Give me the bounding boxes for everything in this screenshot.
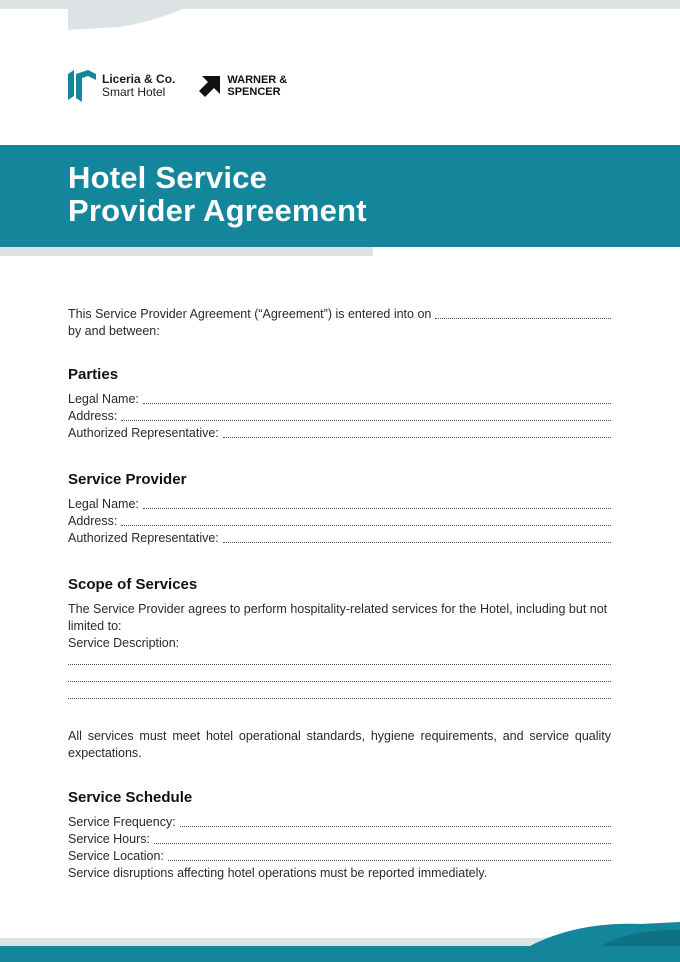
- service-location-field: [68, 848, 611, 865]
- logo-row: [68, 70, 287, 102]
- field-label: Service Location:: [68, 849, 164, 863]
- blank-line: [223, 436, 611, 438]
- field-label: Authorized Representative:: [68, 426, 219, 440]
- blank-line: [223, 541, 611, 543]
- service-description-label: Service Description:: [68, 636, 180, 650]
- title-line-2: Provider Agreement: [68, 193, 367, 228]
- field-label: Service Frequency:: [68, 815, 176, 829]
- provider-address-field: [68, 513, 611, 530]
- blank-line: [121, 524, 611, 526]
- field-label: Service Hours:: [68, 832, 150, 846]
- liceria-name: Liceria & Co.: [102, 72, 176, 86]
- warner-spencer-logo: [199, 74, 287, 98]
- spencer-line: SPENCER: [227, 86, 281, 98]
- intro-text: This Service Provider Agreement (“Agreement”) is entered into on: [68, 307, 432, 321]
- date-blank: [435, 317, 611, 319]
- field-label: Address:: [68, 514, 118, 528]
- blank-line: [154, 842, 611, 844]
- arrow-up-right-icon: [199, 76, 220, 97]
- standards-text: All services must meet hotel operational standards, hygiene requirements, and service quality expectations.: [68, 729, 611, 760]
- provider-legal-name-field: [68, 496, 611, 513]
- service-provider-section: [68, 470, 611, 547]
- schedule-section: [68, 788, 611, 882]
- field-label: Address:: [68, 409, 118, 423]
- description-blank-line: [68, 686, 611, 703]
- parties-section: [68, 365, 611, 442]
- scope-section: [68, 575, 611, 762]
- top-decorative-band: [0, 0, 680, 30]
- intro-text-2: by and between:: [68, 324, 160, 338]
- blank-line: [143, 507, 611, 509]
- parties-address-field: [68, 408, 611, 425]
- liceria-logo-icon: [68, 70, 96, 102]
- warner-line: WARNER &: [227, 74, 288, 86]
- field-label: Legal Name:: [68, 497, 139, 511]
- banner-underline: [0, 247, 373, 256]
- schedule-heading: Service Schedule: [68, 789, 193, 806]
- service-frequency-field: [68, 814, 611, 831]
- description-blank-line: [68, 669, 611, 686]
- blank-line: [143, 402, 611, 404]
- liceria-subtitle: Smart Hotel: [102, 85, 166, 99]
- field-label: Authorized Representative:: [68, 531, 219, 545]
- parties-representative-field: [68, 425, 611, 442]
- provider-representative-field: [68, 530, 611, 547]
- blank-line: [168, 859, 611, 861]
- intro-line: [68, 306, 611, 323]
- scope-heading: Scope of Services: [68, 576, 198, 593]
- field-label: Legal Name:: [68, 392, 139, 406]
- blank-line: [121, 419, 611, 421]
- parties-legal-name-field: [68, 391, 611, 408]
- agreement-body: [68, 306, 611, 882]
- parties-heading: Parties: [68, 366, 119, 383]
- description-blank-line: [68, 652, 611, 669]
- bottom-decorative-band: [0, 922, 680, 962]
- page-title: [68, 161, 367, 227]
- scope-text: The Service Provider agrees to perform hospitality-related services for the Hotel, including but not limited to:: [68, 602, 608, 633]
- liceria-logo: [68, 70, 175, 102]
- service-provider-heading: Service Provider: [68, 471, 187, 488]
- title-line-1: Hotel Service: [68, 160, 268, 195]
- service-hours-field: [68, 831, 611, 848]
- disruption-note: Service disruptions affecting hotel operations must be reported immediately.: [68, 866, 488, 880]
- blank-line: [180, 825, 611, 827]
